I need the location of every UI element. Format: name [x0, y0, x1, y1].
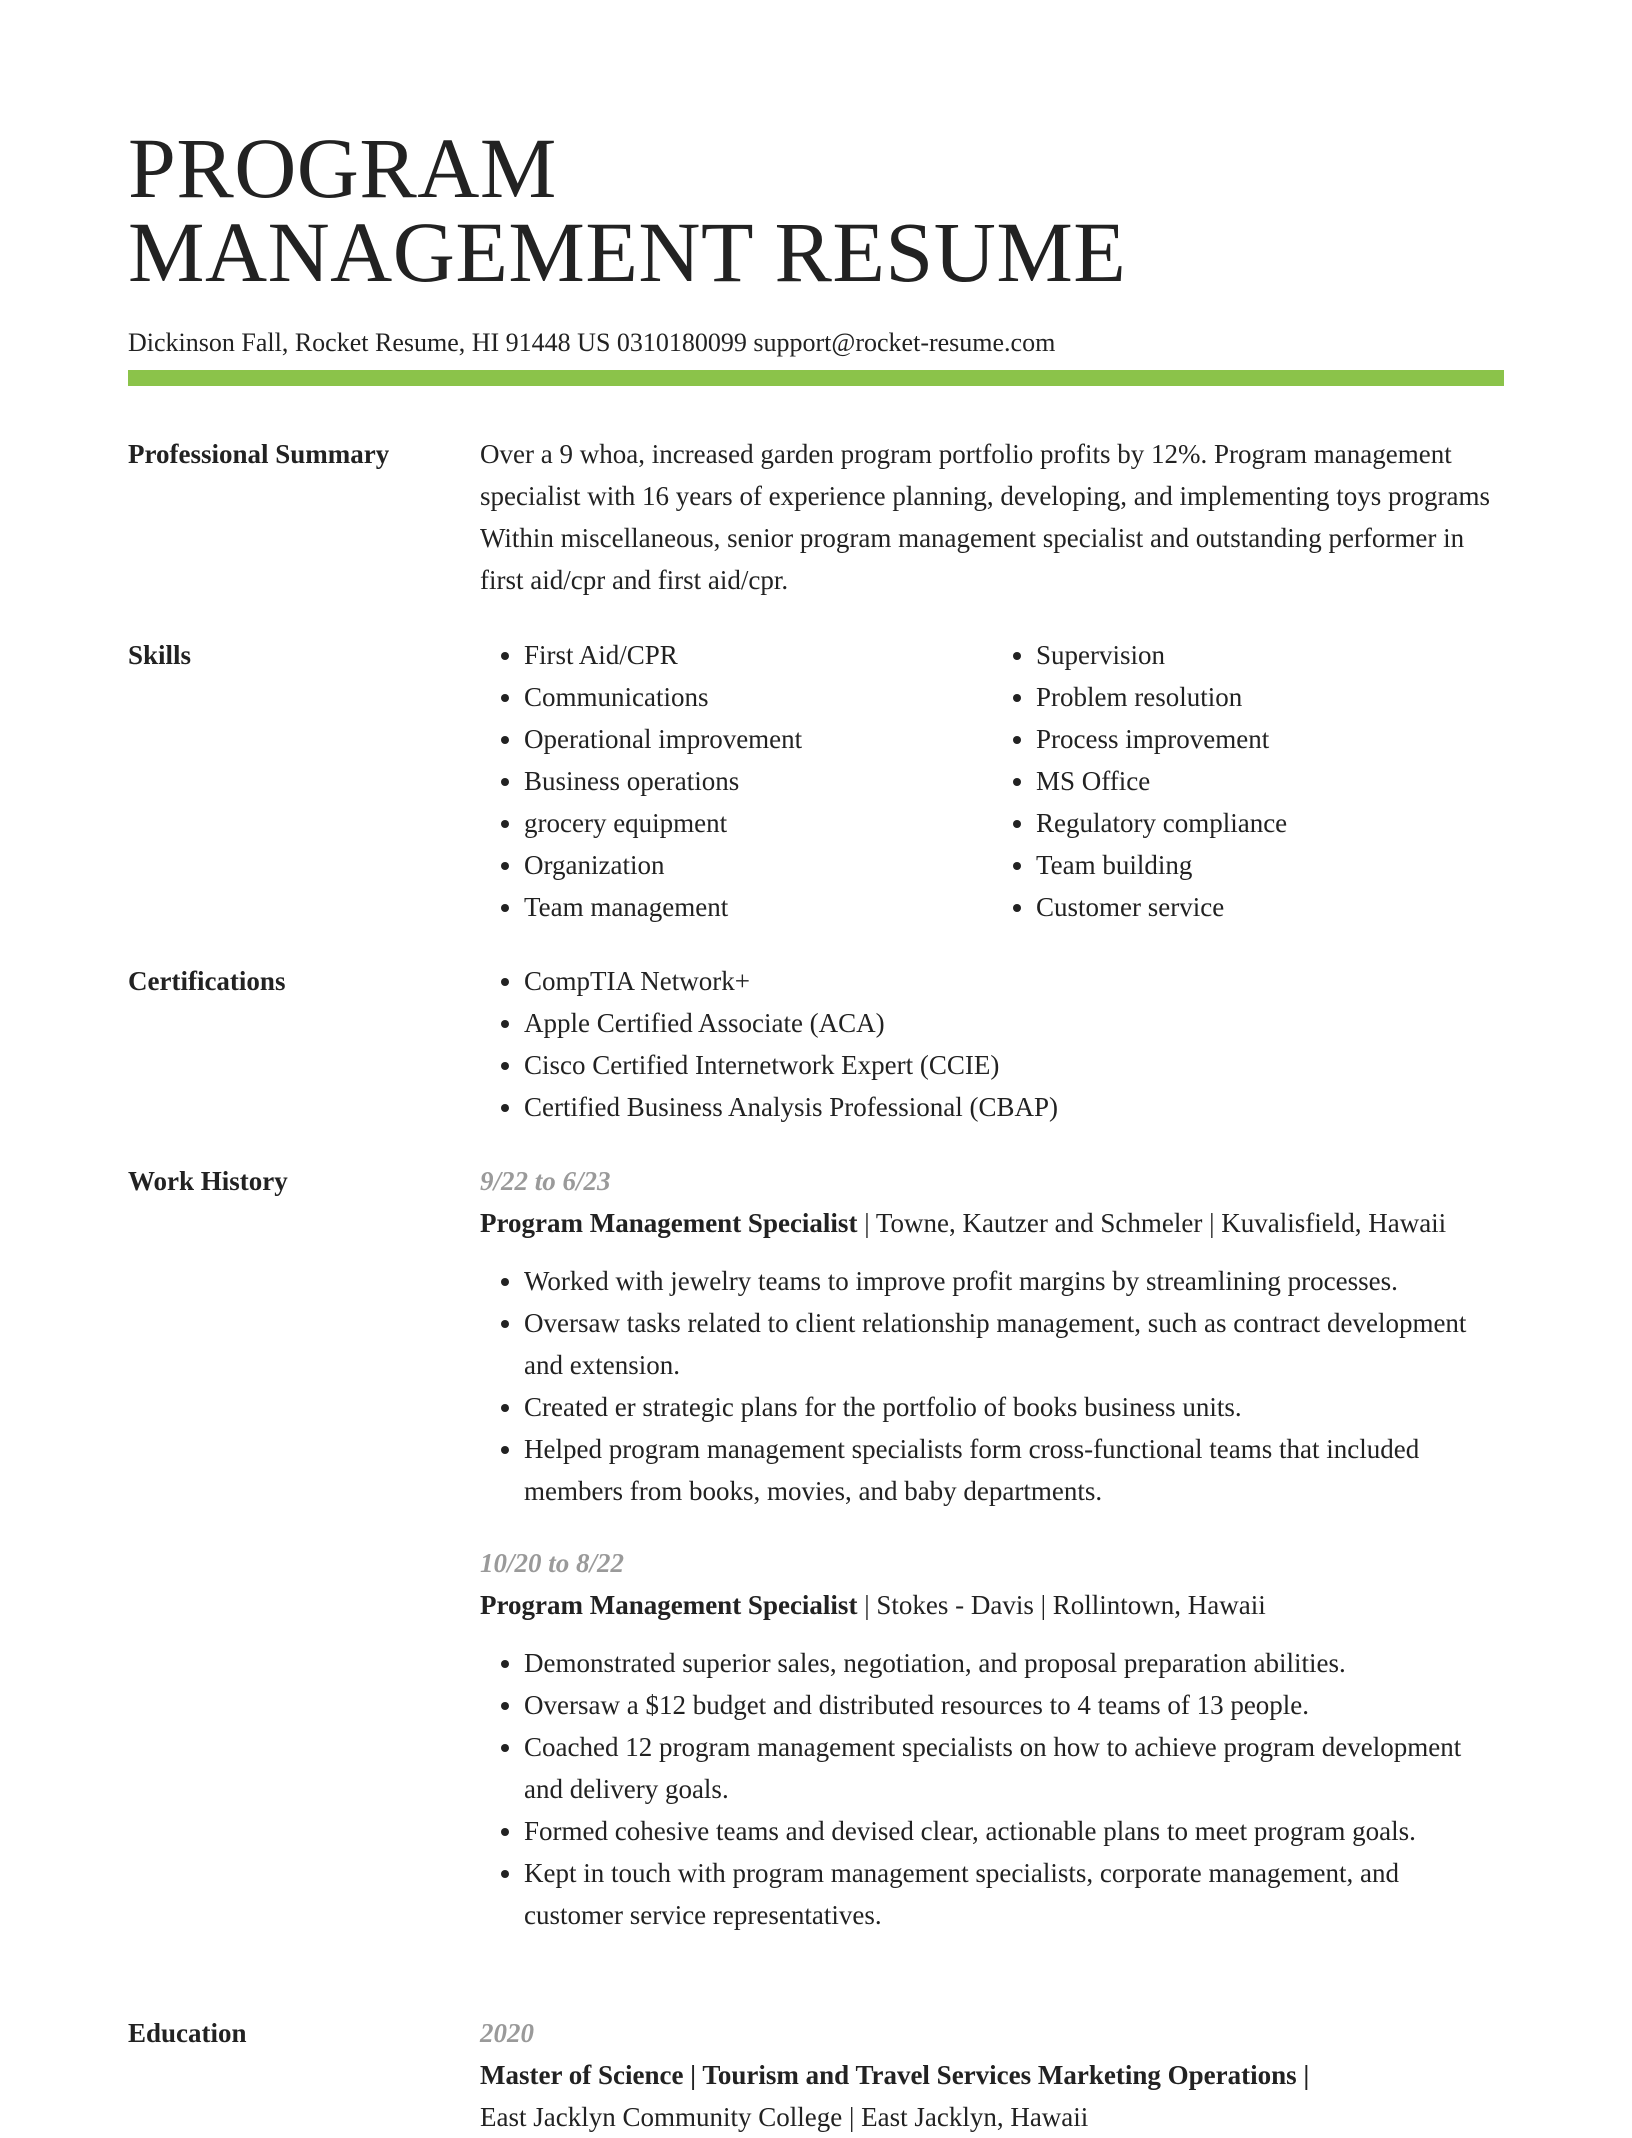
skill-item: • Problem resolution — [1036, 676, 1504, 718]
skills-list-right — [992, 634, 1504, 928]
contact-info: Dickinson Fall, Rocket Resume, HI 91448 US 0310180099 support@rocket-resume.com — [128, 328, 1056, 357]
certifications-body — [480, 960, 1504, 1128]
skill-item: • Regulatory compliance — [1036, 802, 1504, 844]
certification-item: • Cisco Certified Internetwork Expert (CCIE) — [524, 1044, 1504, 1086]
education-school: East Jacklyn Community College | East Jacklyn, Hawaii — [480, 2102, 1089, 2132]
skill-item: • Customer service — [1036, 886, 1504, 928]
certifications-label: Certifications — [128, 966, 286, 996]
job-entry — [480, 1160, 1504, 1512]
summary-body — [480, 433, 1504, 601]
job-bullet: • Oversaw a $12 budget and distributed resources to 4 teams of 13 people. — [524, 1684, 1504, 1726]
job-bullet: • Created er strategic plans for the portfolio of books business units. — [524, 1386, 1504, 1428]
skill-item: • Supervision — [1036, 634, 1504, 676]
skill-item: • Team management — [524, 886, 992, 928]
job-bullet: • Kept in touch with program management specialists, corporate management, and customer service representatives. — [524, 1852, 1504, 1936]
skill-item: • grocery equipment — [524, 802, 992, 844]
skill-item: • First Aid/CPR — [524, 634, 992, 676]
job-dates: 9/22 to 6/23 — [480, 1166, 611, 1196]
summary-text: Over a 9 whoa, increased garden program portfolio profits by 12%. Program management specialist with 16 years of experience planning, developing, and implementing toys programs Within miscellaneous, senior program management specialist and outstanding performer in first aid/cpr and first aid/cpr. — [480, 439, 1490, 595]
job-bullets — [480, 1642, 1504, 1936]
skill-item: • Business operations — [524, 760, 992, 802]
job-details: | Stokes - Davis | Rollintown, Hawaii — [857, 1590, 1266, 1620]
job-bullet: • Helped program management specialists form cross-functional teams that included members from books, movies, and baby departments. — [524, 1428, 1504, 1512]
job-title: Program Management Specialist — [480, 1590, 858, 1620]
education-year: 2020 — [480, 2018, 534, 2048]
skill-item: • Operational improvement — [524, 718, 992, 760]
work-history-body — [480, 1160, 1504, 1936]
job-entry — [480, 1542, 1504, 1936]
skills-list-left — [480, 634, 992, 928]
title-line-2: MANAGEMENT RESUME — [128, 204, 1127, 300]
job-bullets — [480, 1260, 1504, 1512]
job-header — [480, 1202, 1504, 1244]
skills-body — [480, 634, 1504, 928]
certification-item: • CompTIA Network+ — [524, 960, 1504, 1002]
title-line-1: PROGRAM — [128, 120, 557, 216]
job-header — [480, 1584, 1504, 1626]
skill-item: • Communications — [524, 676, 992, 718]
education-body — [480, 2012, 1504, 2138]
education-label: Education — [128, 2018, 247, 2048]
work-history-label: Work History — [128, 1166, 288, 1196]
skills-label: Skills — [128, 640, 192, 670]
job-bullet: • Worked with jewelry teams to improve profit margins by streamlining processes. — [524, 1260, 1504, 1302]
summary-label: Professional Summary — [128, 439, 390, 469]
resume-header — [128, 120, 1504, 360]
accent-divider — [128, 370, 1504, 386]
skill-item: • MS Office — [1036, 760, 1504, 802]
skill-item: • Process improvement — [1036, 718, 1504, 760]
job-bullet: • Formed cohesive teams and devised clear, actionable plans to meet program goals. — [524, 1810, 1504, 1852]
job-details: | Towne, Kautzer and Schmeler | Kuvalisfield, Hawaii — [857, 1208, 1447, 1238]
certification-item: • Certified Business Analysis Professional (CBAP) — [524, 1086, 1504, 1128]
certification-item: • Apple Certified Associate (ACA) — [524, 1002, 1504, 1044]
education-degree: Master of Science | Tourism and Travel Services Marketing Operations | — [480, 2060, 1310, 2090]
skill-item: • Organization — [524, 844, 992, 886]
job-bullet: • Demonstrated superior sales, negotiation, and proposal preparation abilities. — [524, 1642, 1504, 1684]
page-title — [128, 120, 1504, 300]
job-bullet: • Coached 12 program management specialists on how to achieve program development and delivery goals. — [524, 1726, 1504, 1810]
certifications-list — [480, 960, 1504, 1128]
job-dates: 10/20 to 8/22 — [480, 1548, 625, 1578]
skill-item: • Team building — [1036, 844, 1504, 886]
job-bullet: • Oversaw tasks related to client relationship management, such as contract development and extension. — [524, 1302, 1504, 1386]
job-title: Program Management Specialist — [480, 1208, 858, 1238]
